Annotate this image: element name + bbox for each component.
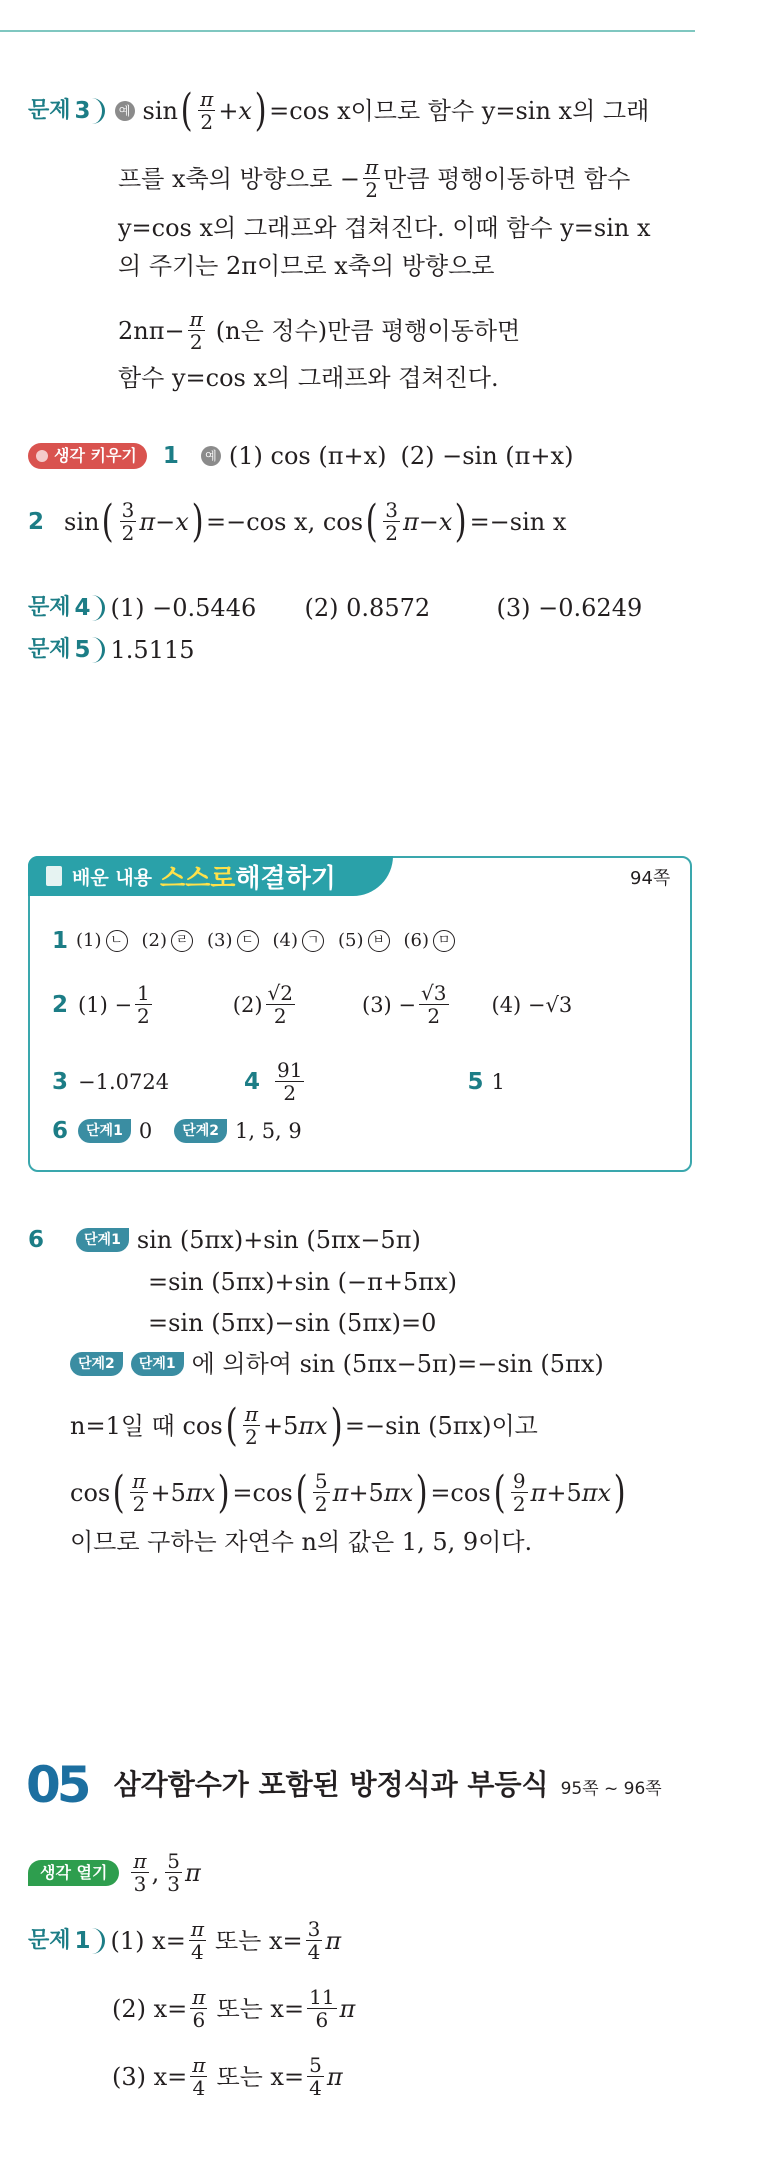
sol6-l5a: n=1일 때 cos bbox=[70, 1411, 223, 1440]
pi-plus-5pix-2: π+5πx bbox=[530, 1478, 612, 1507]
section-number: 05 bbox=[26, 1756, 88, 1814]
frac-91-2: $\frac{91}{2}$ bbox=[277, 1058, 303, 1105]
box-row1-index: (2) bbox=[141, 930, 168, 951]
sol6-l5b: =−sin (5πx)이고 bbox=[344, 1411, 538, 1440]
box-row2-num: 2 bbox=[52, 991, 69, 1018]
frac-5-4: $\frac{5}{4}$ bbox=[309, 2053, 322, 2100]
paren-open: ( bbox=[112, 1466, 125, 1518]
frac-9-2: $\frac{9}{2}$ bbox=[512, 1469, 526, 1516]
problem3-number: 3 bbox=[74, 97, 91, 124]
think-ans2-mid: =−cos x, cos bbox=[205, 507, 364, 536]
frac-3-2: $\frac{3}{2}$ bbox=[121, 498, 135, 545]
pi-suffix: π bbox=[325, 1926, 342, 1955]
think-num2: 2 bbox=[28, 508, 45, 535]
open-pill: 생각 열기 bbox=[28, 1860, 119, 1886]
sol6-step2: 단계2 bbox=[70, 1352, 123, 1376]
sin-text: sin bbox=[142, 96, 178, 125]
problem3-line3 bbox=[118, 212, 651, 244]
paren-mark bbox=[92, 595, 105, 621]
problem5-label: 문제 bbox=[28, 637, 71, 662]
sec5-problem-num: 1 bbox=[74, 1927, 91, 1954]
frac-sqrt2-2: $\frac{√2}{2}$ bbox=[267, 981, 293, 1028]
sol6-line3 bbox=[148, 1307, 436, 1339]
box-row1-index: (6) bbox=[403, 930, 430, 951]
frac-1-2: $\frac{1}{2}$ bbox=[137, 981, 150, 1028]
paren-mark bbox=[92, 1928, 105, 1954]
pi-suffix: π bbox=[184, 1858, 201, 1887]
pi-minus-x-2: π−x bbox=[402, 507, 453, 536]
plus-5pix-2: +5πx bbox=[150, 1478, 216, 1507]
box-row4 bbox=[52, 1115, 302, 1147]
frac-sqrt3-2: $\frac{√3}{2}$ bbox=[421, 981, 447, 1028]
step2-badge: 단계2 bbox=[174, 1119, 227, 1143]
box-row2-a4: (4) −√3 bbox=[491, 992, 573, 1017]
pi-suffix: π bbox=[326, 2062, 343, 2091]
section5-heading bbox=[26, 1756, 662, 1814]
paren-close: ) bbox=[330, 1399, 343, 1451]
sol6-line4 bbox=[70, 1348, 604, 1380]
think-line2 bbox=[28, 495, 567, 547]
sin-text-2: sin bbox=[64, 507, 100, 536]
comma: , bbox=[151, 1858, 160, 1887]
sol6-l6c: =cos bbox=[430, 1478, 491, 1507]
paren-mark bbox=[92, 637, 105, 663]
sec5-a1: (1) x= bbox=[110, 1926, 186, 1955]
sol6-step1-ref: 단계1 bbox=[131, 1352, 184, 1376]
paren-close: ) bbox=[613, 1466, 626, 1518]
sec5-p1-line2 bbox=[112, 1986, 355, 2031]
frac-pi-2: $\frac{\pi}{2}$ bbox=[200, 87, 214, 134]
box-row2-a3: (3) − bbox=[362, 992, 417, 1017]
problem4-number: 4 bbox=[74, 595, 91, 621]
paren-mark bbox=[92, 98, 105, 124]
think-ans1b: (2) −sin (π+x) bbox=[400, 442, 574, 470]
frac-pi-2e: $\frac{\pi}{2}$ bbox=[132, 1469, 146, 1516]
sol6-line7 bbox=[70, 1526, 532, 1558]
think-pill bbox=[28, 443, 147, 469]
box-page-ref: 94쪽 bbox=[630, 868, 671, 889]
box-row1-circled: ㅁ bbox=[433, 930, 455, 952]
problem4-ans3: (3) −0.6249 bbox=[496, 594, 643, 622]
box-row2-a2: (2) bbox=[232, 992, 263, 1017]
problem3-text2b: 만큼 평행이동하면 함수 bbox=[383, 164, 631, 193]
sol6-l1: sin (5πx)+sin (5πx−5π) bbox=[136, 1226, 421, 1254]
problem3-text4: 의 주기는 2π이므로 x축의 방향으로 bbox=[118, 252, 495, 280]
paren-open: ( bbox=[365, 495, 378, 547]
frac-5-2: $\frac{5}{2}$ bbox=[314, 1469, 328, 1516]
section-title: 삼각함수가 포함된 방정식과 부등식 bbox=[113, 1768, 549, 1801]
sol6-l6b: =cos bbox=[232, 1478, 293, 1507]
frac-pi-4: $\frac{\pi}{4}$ bbox=[190, 1917, 204, 1964]
problem3-text5b: (n은 정수)만큼 평행이동하면 bbox=[215, 316, 521, 345]
problem3-line2 bbox=[118, 156, 630, 201]
sol6-l3: =sin (5πx)−sin (5πx)=0 bbox=[148, 1309, 437, 1337]
sec5-p1-line1 bbox=[28, 1918, 341, 1963]
problem3-text5a: 2nπ− bbox=[118, 316, 185, 345]
think-ans1a: (1) cos (π+x) bbox=[228, 442, 387, 470]
problem4-ans2: (2) 0.8572 bbox=[304, 594, 431, 622]
sec5-or-3: 또는 x= bbox=[216, 2062, 305, 2091]
plus-x: +x bbox=[218, 96, 252, 125]
problem3-line6 bbox=[118, 362, 499, 394]
step1-badge: 단계1 bbox=[78, 1119, 131, 1143]
paren-close: ) bbox=[191, 495, 204, 547]
example-badge: 예 bbox=[115, 101, 135, 121]
frac-pi-6: $\frac{\pi}{6}$ bbox=[192, 1985, 206, 2032]
problem4-ans1: (1) −0.5446 bbox=[110, 594, 257, 622]
frac-3-4: $\frac{3}{4}$ bbox=[307, 1917, 321, 1964]
paren-close: ) bbox=[415, 1466, 428, 1518]
problem3-line5 bbox=[118, 308, 520, 353]
sol6-l4: 에 의하여 sin (5πx−5π)=−sin (5πx) bbox=[191, 1350, 604, 1378]
box-row2 bbox=[52, 982, 572, 1027]
frac-pi-3: $\frac{\pi}{3}$ bbox=[133, 1849, 147, 1896]
bulb-icon bbox=[36, 450, 48, 462]
frac-pi-4b: $\frac{\pi}{4}$ bbox=[192, 2053, 206, 2100]
sol6-line5 bbox=[70, 1399, 538, 1451]
box-row4-v1: 0 bbox=[138, 1119, 153, 1143]
note-icon bbox=[46, 866, 62, 886]
frac-5-3: $\frac{5}{3}$ bbox=[167, 1849, 180, 1896]
section-pages: 95쪽 ~ 96쪽 bbox=[560, 1779, 662, 1799]
paren-close: ) bbox=[217, 1466, 230, 1518]
paren-close: ) bbox=[254, 84, 267, 136]
problem3-text6: 함수 y=cos x의 그래프와 겹쳐진다. bbox=[118, 364, 499, 392]
sol6-num: 6 bbox=[28, 1227, 45, 1253]
sec5-p1-line3 bbox=[112, 2054, 343, 2099]
review-box-header bbox=[28, 856, 393, 896]
frac-pi-2c: $\frac{\pi}{2}$ bbox=[189, 307, 203, 354]
sol6-l7: 이므로 구하는 자연수 n의 값은 1, 5, 9이다. bbox=[70, 1528, 533, 1556]
problem3-line4 bbox=[118, 250, 495, 282]
pi-suffix: π bbox=[339, 1994, 356, 2023]
box-row1-circled: ㄴ bbox=[106, 930, 128, 952]
paren-close: ) bbox=[454, 495, 467, 547]
frac-11-6: $\frac{11}{6}$ bbox=[309, 1985, 335, 2032]
box-row1-circled: ㅂ bbox=[368, 930, 390, 952]
box-row1-index: (3) bbox=[207, 930, 233, 951]
box-row2-a1: (1) − bbox=[78, 992, 133, 1017]
box-row3-num4: 4 bbox=[244, 1068, 261, 1095]
box-row4-v2: 1, 5, 9 bbox=[234, 1119, 302, 1143]
problem5-ans1: 1.5115 bbox=[110, 636, 195, 664]
think-ans2-end: =−sin x bbox=[469, 507, 567, 536]
problem5-line bbox=[28, 634, 195, 666]
box-row1-index: (1) bbox=[76, 930, 102, 951]
sol6-line6 bbox=[70, 1466, 628, 1518]
problem5-number: 5 bbox=[74, 637, 91, 663]
header-text-b: 스스로 bbox=[160, 863, 236, 894]
paren-open: ( bbox=[295, 1466, 308, 1518]
sol6-line1 bbox=[28, 1224, 421, 1256]
top-rule bbox=[0, 30, 695, 32]
box-row1-index: (5) bbox=[338, 930, 364, 951]
box-row1 bbox=[52, 925, 457, 957]
problem3-text3: y=cos x의 그래프와 겹쳐진다. 이때 함수 y=sin x bbox=[118, 214, 651, 242]
box-row1-num: 1 bbox=[52, 928, 69, 954]
sol6-line2 bbox=[148, 1266, 457, 1298]
paren-open: ( bbox=[180, 84, 193, 136]
box-row1-circled: ㄱ bbox=[302, 930, 324, 952]
plus-5pix: +5πx bbox=[263, 1411, 328, 1440]
sec5-problem-label: 문제 bbox=[28, 1927, 71, 1953]
problem4-line bbox=[28, 592, 642, 624]
problem4-label: 문제 bbox=[28, 595, 71, 620]
box-row3-val5: 1 bbox=[491, 1069, 505, 1094]
pi-minus-x: π−x bbox=[139, 507, 189, 536]
problem3-text2a: 프를 x축의 방향으로 − bbox=[118, 164, 361, 193]
box-row1-index: (4) bbox=[272, 930, 299, 951]
sec5-or-1: 또는 x= bbox=[214, 1926, 303, 1955]
header-text-a: 배운 내용 bbox=[72, 866, 153, 889]
header-text-c: 해결하기 bbox=[235, 863, 336, 894]
pi-plus-5pix: π+5πx bbox=[332, 1478, 414, 1507]
box-row4-num: 6 bbox=[52, 1118, 69, 1144]
box-row3-val3: −1.0724 bbox=[78, 1069, 170, 1094]
problem3-line1 bbox=[28, 84, 650, 136]
example-badge-2: 예 bbox=[201, 446, 221, 466]
frac-3-2b: $\frac{3}{2}$ bbox=[385, 498, 398, 545]
box-row3-num5: 5 bbox=[467, 1068, 484, 1095]
sol6-l6a: cos bbox=[70, 1478, 111, 1507]
problem3-text1: =cos x이므로 함수 y=sin x의 그래 bbox=[269, 96, 650, 125]
box-row1-circled: ㄷ bbox=[237, 930, 259, 952]
box-row1-circled: ㄹ bbox=[171, 930, 193, 952]
think-num1: 1 bbox=[162, 443, 179, 469]
think-pill-label: 생각 키우기 bbox=[54, 446, 137, 465]
sec5-or-2: 또는 x= bbox=[216, 1994, 305, 2023]
sol6-step1: 단계1 bbox=[76, 1228, 129, 1252]
think-line1 bbox=[28, 440, 573, 472]
sec5-a3: (3) x= bbox=[112, 2062, 188, 2091]
sol6-l2: =sin (5πx)+sin (−π+5πx) bbox=[148, 1268, 457, 1296]
paren-open: ( bbox=[102, 495, 115, 547]
paren-open: ( bbox=[225, 1399, 238, 1451]
frac-pi-2b: $\frac{\pi}{2}$ bbox=[365, 155, 379, 202]
problem3-label: 문제 bbox=[28, 97, 71, 123]
frac-pi-2d: $\frac{\pi}{2}$ bbox=[244, 1402, 258, 1449]
paren-open: ( bbox=[493, 1466, 506, 1518]
box-row3-num3: 3 bbox=[52, 1068, 69, 1095]
open-line bbox=[28, 1850, 201, 1895]
sec5-a2: (2) x= bbox=[112, 1994, 188, 2023]
box-row3 bbox=[52, 1059, 505, 1104]
